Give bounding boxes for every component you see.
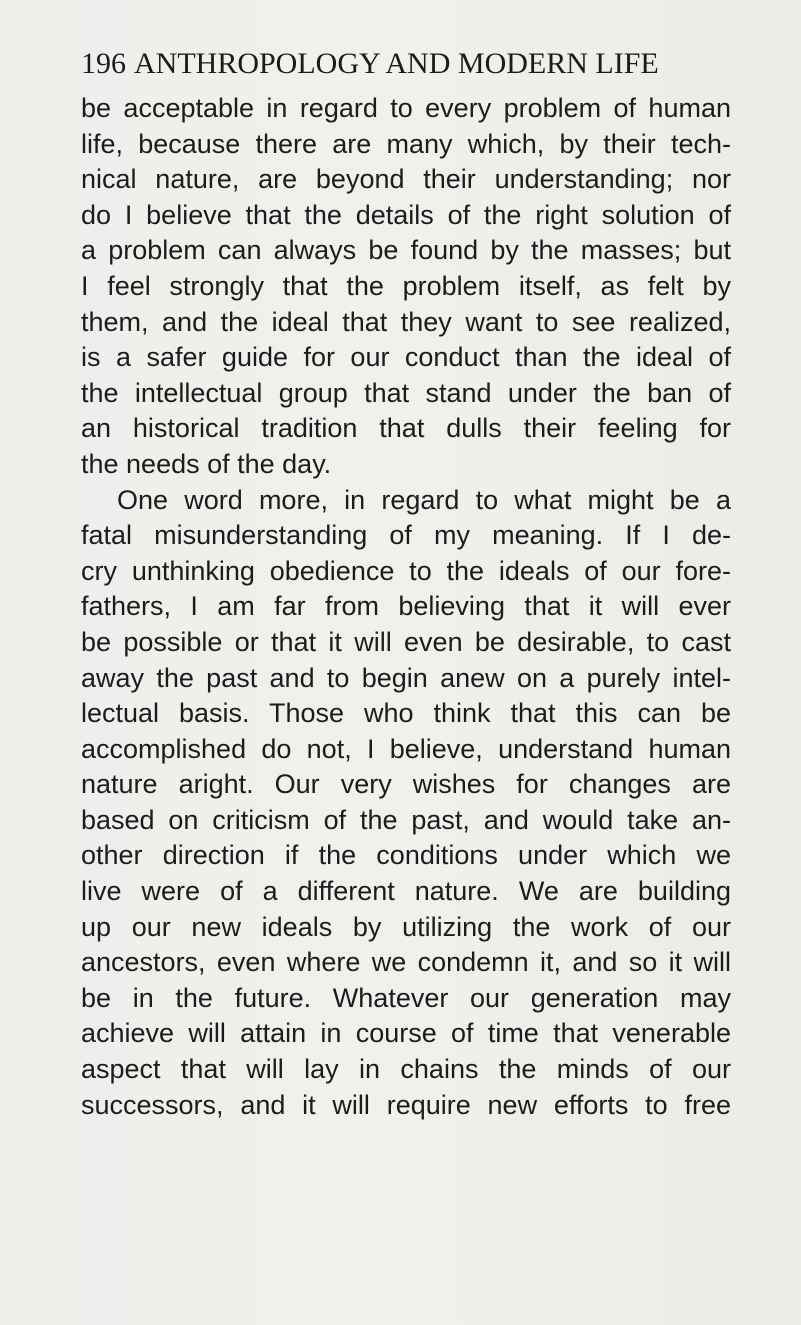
body-text	[81, 91, 731, 1123]
text-line: other direction if the conditions under which we	[81, 840, 731, 871]
text-line: fathers, I am far from believing that it will ever	[81, 591, 731, 622]
text-line: nical nature, are beyond their understanding; nor	[81, 164, 731, 195]
text-line: cry unthinking obedience to the ideals of our fore-	[81, 555, 731, 586]
text-line: successors, and it will require new efforts to free	[81, 1089, 731, 1120]
text-line: away the past and to begin anew on a purely intel-	[81, 662, 731, 693]
text-line: life, because there are many which, by their tech-	[81, 128, 731, 159]
page-number: 196	[81, 47, 126, 80]
text-line: live were of a different nature. We are building	[81, 876, 731, 907]
text-line: achieve will attain in course of time that venerable	[81, 1018, 731, 1049]
text-line: an historical tradition that dulls their feeling for	[81, 413, 731, 444]
text-line: fatal misunderstanding of my meaning. If I de-	[81, 520, 731, 551]
text-line: up our new ideals by utilizing the work of our	[81, 911, 731, 942]
text-line: be in the future. Whatever our generation may	[81, 982, 731, 1013]
text-line: the needs of the day.	[81, 448, 332, 479]
text-line: be acceptable in regard to every problem of human	[81, 93, 731, 123]
text-line: be possible or that it will even be desirable, to cast	[81, 626, 731, 657]
text-line: aspect that will lay in chains the minds of our	[81, 1054, 731, 1085]
running-title: ANTHROPOLOGY AND MODERN LIFE	[134, 47, 659, 80]
text-line: ancestors, even where we condemn it, and so it will	[81, 947, 731, 978]
text-line: One word more, in regard to what might be a	[117, 484, 731, 515]
text-line: do I believe that the details of the right solution of	[81, 199, 731, 230]
text-line: is a safer guide for our conduct than the ideal of	[81, 342, 731, 373]
text-line: based on criticism of the past, and would take an-	[81, 804, 731, 835]
text-line: them, and the ideal that they want to see realized,	[81, 306, 731, 337]
text-line: a problem can always be found by the masses; but	[81, 235, 731, 266]
text-line: nature aright. Our very wishes for changes are	[81, 769, 731, 800]
text-line: I feel strongly that the problem itself, as felt by	[81, 270, 731, 301]
text-line: accomplished do not, I believe, understand human	[81, 733, 731, 764]
text-line: the intellectual group that stand under the ban of	[81, 377, 731, 408]
page-header	[81, 44, 721, 84]
text-line: lectual basis. Those who think that this can be	[81, 698, 731, 729]
